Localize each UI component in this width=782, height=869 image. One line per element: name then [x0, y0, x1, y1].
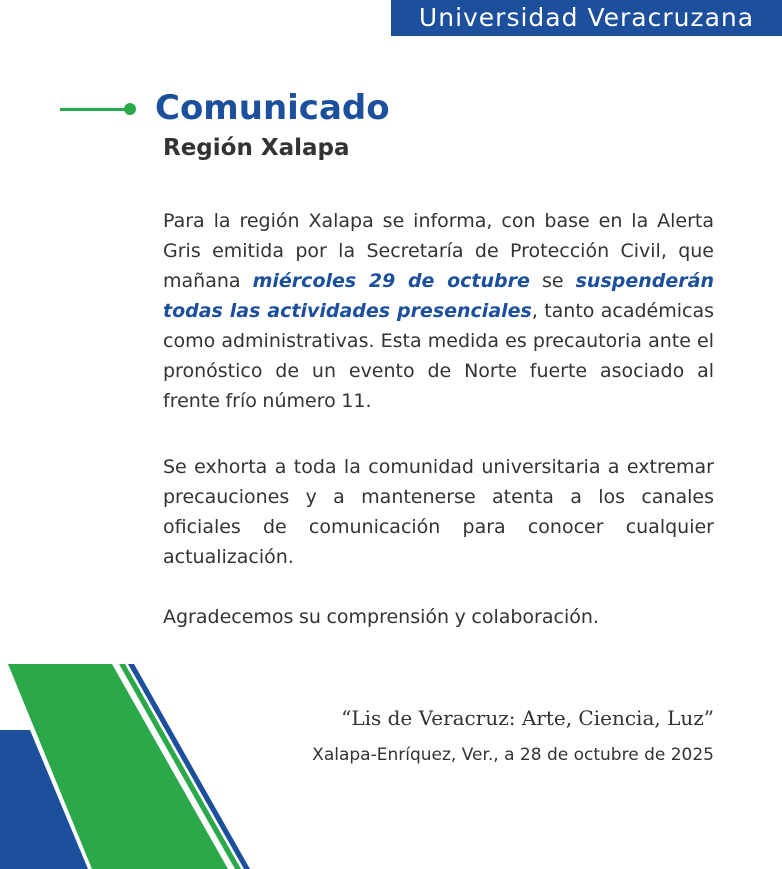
exhortation-paragraph: Se exhorta a toda la comunidad universitaria a extremar precauciones y a mantenerse atenta a los canales oficiales de comunicación para conocer cualquier actualización.: [163, 456, 714, 568]
title-accent-line: [60, 108, 128, 111]
decorative-stripes: [0, 660, 260, 869]
thanks-paragraph: Agradecemos su comprensión y colaboración.: [163, 606, 599, 628]
institution-header: Universidad Veracruzana: [391, 0, 782, 36]
region-subtitle: Región Xalapa: [163, 135, 350, 161]
emphasis-suspension: suspenderán todas las actividades presenciales: [163, 270, 714, 322]
announcement-paragraph: [163, 206, 714, 416]
page-title: Comunicado: [155, 88, 390, 128]
university-motto: “Lis de Veracruz: Arte, Ciencia, Luz”: [341, 706, 714, 730]
title-accent-dot: [124, 103, 136, 115]
paragraph-text: se: [529, 270, 576, 292]
paragraph-text: Para la región Xalapa se informa, con base en la Alerta Gris emitida por la Secretaría de Protección Civil, que mañana: [163, 210, 714, 292]
dateline: Xalapa-Enríquez, Ver., a 28 de octubre de 2025: [312, 745, 714, 765]
emphasis-date: miércoles 29 de octubre: [252, 270, 530, 292]
paragraph-text: , tanto académicas como administrativas. Esta medida es precautoria ante el pronóstico de un evento de Norte fuerte asociado al frente frío número 11.: [163, 300, 714, 412]
